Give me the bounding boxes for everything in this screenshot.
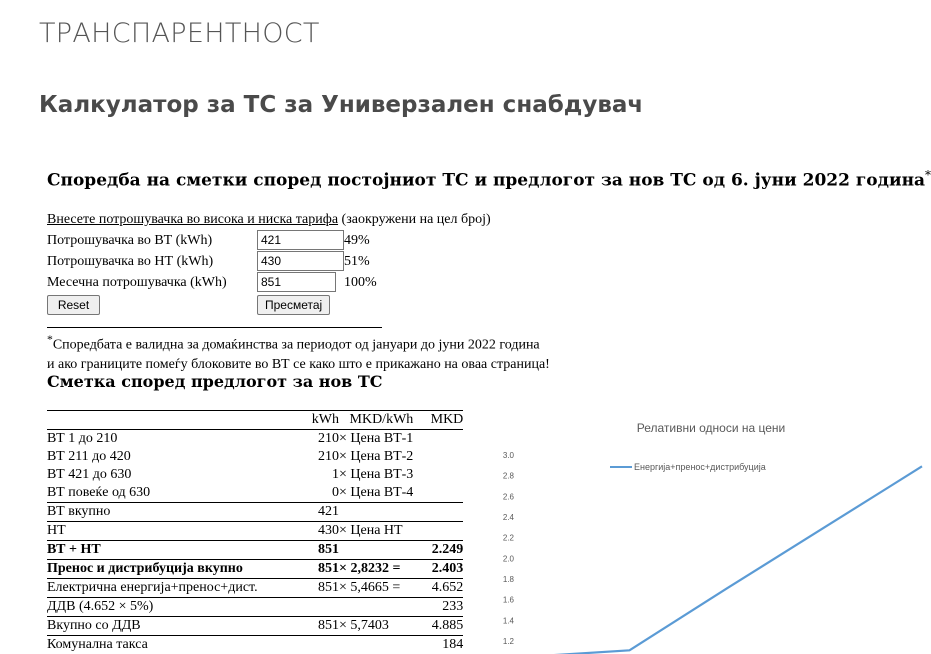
y-tick-label: 1.2 [503, 637, 515, 646]
table-cell: Пренос и дистрибуција вкупно [47, 560, 287, 579]
table-row [47, 617, 463, 636]
table-cell: 1 [287, 466, 339, 484]
series-line [532, 466, 922, 654]
table-row [47, 466, 463, 484]
table-cell: Комунална такса [47, 636, 287, 654]
bill-header-item [47, 411, 287, 430]
nt-row [47, 251, 491, 272]
legend-label: Енергија+пренос+дистрибуција [634, 462, 766, 472]
nt-percent: 51% [344, 251, 370, 272]
footnote-line-2: и ако границите помеѓу блоковите во ВТ се како што е прикажано на оваа страница! [47, 355, 550, 374]
table-cell: 421 [287, 503, 339, 522]
bill-header-row [47, 411, 463, 430]
table-cell: × 2,8232 = [339, 560, 413, 579]
nt-label: Потрошувачка во НТ (kWh) [47, 254, 213, 269]
price-ratio-chart [482, 405, 928, 653]
table-cell: 430 [287, 522, 339, 541]
table-cell: 851 [287, 560, 339, 579]
table-cell [413, 448, 463, 466]
monthly-percent: 100% [344, 272, 377, 293]
y-tick-label: 2.8 [503, 472, 515, 481]
table-cell: Електрична енергија+пренос+дист. [47, 579, 287, 598]
table-cell: НТ [47, 522, 287, 541]
table-cell [339, 598, 413, 617]
y-tick-label: 2.0 [503, 554, 515, 563]
table-row [47, 598, 463, 617]
vt-label: Потрошувачка во ВТ (kWh) [47, 233, 212, 248]
y-tick-label: 1.8 [503, 575, 515, 584]
table-cell: ВТ + НТ [47, 541, 287, 560]
vt-percent: 49% [344, 230, 370, 251]
table-cell [413, 484, 463, 503]
table-cell: 4.652 [413, 579, 463, 598]
table-cell: × Цена ВТ-3 [339, 466, 413, 484]
bill-header-price: MKD/kWh [339, 411, 413, 430]
table-cell [413, 466, 463, 484]
y-tick-label: 2.4 [503, 513, 515, 522]
y-tick-label: 3.0 [503, 451, 515, 460]
table-cell: ДДВ (4.652 × 5%) [47, 598, 287, 617]
table-cell: 0 [287, 484, 339, 503]
footnote-note-mark: * [47, 333, 53, 346]
footnote-mark: * [925, 168, 931, 182]
table-row [47, 522, 463, 541]
table-row [47, 541, 463, 560]
table-row [47, 560, 463, 579]
comparison-heading [47, 168, 931, 191]
table-cell [287, 598, 339, 617]
table-cell: ВТ повеќе од 630 [47, 484, 287, 503]
monthly-row [47, 272, 491, 293]
table-cell [413, 522, 463, 541]
consumption-form [47, 209, 491, 314]
table-cell: Вкупно со ДДВ [47, 617, 287, 636]
table-row [47, 503, 463, 522]
monthly-label: Месечна потрошувачка (kWh) [47, 275, 227, 290]
table-cell: 210 [287, 430, 339, 449]
table-cell: ВТ 421 до 630 [47, 466, 287, 484]
table-cell: × Цена ВТ-2 [339, 448, 413, 466]
table-row [47, 430, 463, 449]
page-title: Калкулатор за ТС за Универзален снабдувач [39, 92, 643, 118]
calculate-button[interactable]: Пресметај [257, 295, 330, 315]
table-cell: 184 [413, 636, 463, 654]
table-cell: × Цена ВТ-1 [339, 430, 413, 449]
nt-input[interactable] [257, 251, 344, 271]
table-cell: × Цена НТ [339, 522, 413, 541]
table-cell: 210 [287, 448, 339, 466]
y-tick-label: 1.4 [503, 616, 515, 625]
table-cell [287, 636, 339, 654]
table-row [47, 636, 463, 654]
table-cell: × Цена ВТ-4 [339, 484, 413, 503]
table-cell: 4.885 [413, 617, 463, 636]
table-cell: ВТ 1 до 210 [47, 430, 287, 449]
table-row [47, 484, 463, 503]
table-cell: ВТ 211 до 420 [47, 448, 287, 466]
table-row [47, 579, 463, 598]
table-cell: 851 [287, 617, 339, 636]
y-tick-label: 2.6 [503, 492, 515, 501]
monthly-input[interactable] [257, 272, 336, 292]
chart-title: Релативни односи на цени [637, 421, 786, 435]
bill-table [47, 410, 463, 654]
table-cell: 851 [287, 541, 339, 560]
bill-header-kwh: kWh [287, 411, 339, 430]
y-tick-label: 2.2 [503, 534, 515, 543]
form-intro [47, 209, 491, 230]
footnote [47, 330, 550, 374]
table-cell: 851 [287, 579, 339, 598]
table-cell: ВТ вкупно [47, 503, 287, 522]
table-cell [413, 430, 463, 449]
comparison-heading-text: Споредба на сметки според постојниот ТС и предлогот за нов ТС од 6. јуни 2022 година [47, 171, 925, 191]
y-tick-label: 1.6 [503, 596, 515, 605]
bill-heading: Сметка според предлогот за нов ТС [47, 372, 382, 391]
form-intro-underlined: Внесете потрошувачка во висока и ниска тарифа [47, 212, 338, 227]
footnote-divider [47, 327, 382, 328]
table-cell: 233 [413, 598, 463, 617]
table-cell [339, 503, 413, 522]
bill-header-mkd: MKD [413, 411, 463, 430]
form-intro-rest: (заокружени на цел број) [338, 212, 491, 227]
buttons-row [47, 293, 491, 314]
table-cell: × 5,7403 [339, 617, 413, 636]
footnote-line-1-text: Споредбата е валидна за домаќинства за периодот од јануари до јуни 2022 година [53, 338, 540, 353]
vt-input[interactable] [257, 230, 344, 250]
table-cell: × 5,4665 = [339, 579, 413, 598]
table-row [47, 448, 463, 466]
reset-button[interactable]: Reset [47, 295, 100, 315]
table-cell: 2.403 [413, 560, 463, 579]
table-cell [339, 541, 413, 560]
footnote-line-1 [47, 330, 550, 355]
table-cell: 2.249 [413, 541, 463, 560]
brand-title: ТРАНСПАРЕНТНОСТ [39, 18, 320, 49]
vt-row [47, 230, 491, 251]
table-cell [339, 636, 413, 654]
table-cell [413, 503, 463, 522]
